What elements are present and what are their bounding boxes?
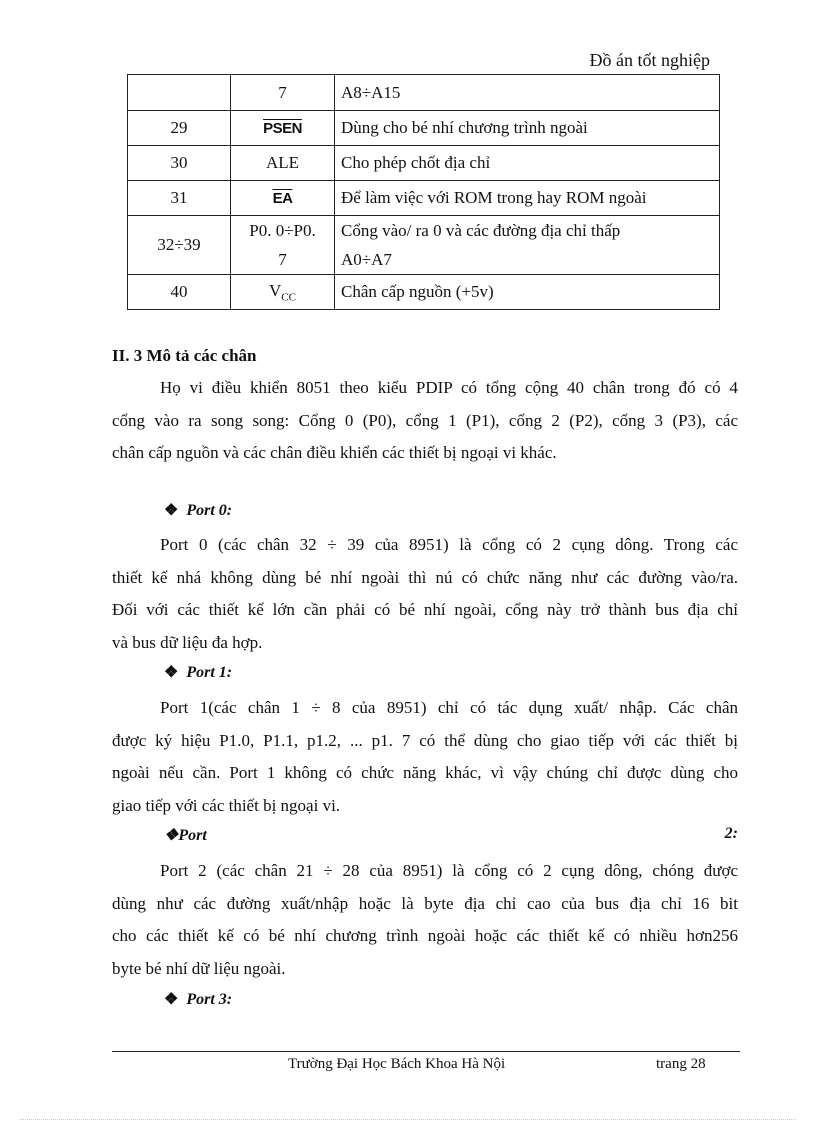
paragraph-line: Port 2 (các chân 21 ÷ 28 của 8951) là cổng có 2 cụng dông, chóng được — [160, 861, 738, 880]
pin-number-cell: 31 — [128, 181, 231, 216]
pin-name-cell — [231, 275, 335, 310]
paragraph-line: giao tiếp với các thiết bị ngoại vi. — [112, 795, 341, 815]
ea-label: $\overline{EA}$ — [272, 190, 293, 207]
pin-desc-line: A0÷A7 — [341, 250, 392, 269]
paragraph-line: được ký hiệu P1.0, P1.1, p1.2, ... p1. 7 có thể dùng cho giao tiếp với các thiết bị — [112, 730, 738, 750]
vcc-subscript: CC — [281, 291, 296, 304]
document-header-title: Đồ án tốt nghiệp — [589, 50, 710, 70]
port2-heading — [164, 825, 738, 845]
pin-desc-cell: Dùng cho bé nhí chương trình ngoài — [335, 111, 720, 146]
footer-school-name: Trường Đại Học Bách Khoa Hà Nội — [288, 1056, 506, 1072]
paragraph-line: Họ vi điều khiển 8051 theo kiểu PDIP có tổng cộng 40 chân trong đó có 4 — [160, 378, 738, 397]
paragraph-line: ngoài nếu cần. Port 1 không có chức năng khác, vì vậy chúng chỉ được dùng cho — [112, 763, 738, 782]
diamond-bullet-icon: ❖ — [164, 502, 179, 519]
table-row — [128, 111, 720, 146]
port0-heading-text: Port 0: — [186, 502, 233, 519]
diamond-bullet-icon: ❖ — [164, 991, 179, 1008]
pin-desc-cell: Để làm việc với ROM trong hay ROM ngoài — [335, 181, 720, 216]
pin-name-cell — [231, 216, 335, 275]
pin-name-cell — [231, 181, 335, 216]
paragraph-line: Port 0 (các chân 32 ÷ 39 của 8951) là cổng có 2 cụng dông. Trong các — [160, 535, 738, 554]
intro-paragraph — [112, 372, 738, 470]
pin-desc-cell: A8÷A15 — [335, 75, 720, 111]
paragraph-line: dùng như các đường xuất/nhập hoặc là byte địa chỉ cao của bus địa chỉ 16 bit — [112, 893, 738, 913]
table-row — [128, 275, 720, 310]
pin-number-cell: 30 — [128, 146, 231, 181]
port2-heading-left: Port — [178, 827, 207, 844]
pin-number-cell: 40 — [128, 275, 231, 310]
paragraph-line: cổng vào ra song song: Cổng 0 (P0), cổng 1 (P1), cổng 2 (P2), cổng 3 (P3), các — [112, 410, 738, 430]
pin-description-table — [127, 74, 720, 310]
pin-name-line: P0. 0÷P0. — [249, 221, 316, 240]
port2-paragraph — [112, 855, 738, 985]
table-row — [128, 181, 720, 216]
table-row — [128, 216, 720, 275]
paragraph-line: và bus dữ liệu đa hợp. — [112, 632, 263, 652]
pin-desc-cell — [335, 216, 720, 275]
footer-page-number: trang 28 — [656, 1056, 706, 1072]
table-row — [128, 75, 720, 111]
port3-heading-text: Port 3: — [186, 991, 233, 1008]
paragraph-line: cho các thiết kế có bé nhí chương trình ngoài hoặc các thiết kế có nhiều hơn256 — [112, 926, 738, 945]
port0-heading — [164, 500, 232, 520]
diamond-bullet-icon: ❖ — [164, 827, 179, 844]
pin-number-cell: 32÷39 — [128, 216, 231, 275]
paragraph-line: thiết kế nhá không dùng bé nhí ngoài thì nú có chức năng như các đường vào/ra. — [112, 567, 738, 587]
vcc-main: V — [269, 280, 282, 300]
pin-name-cell — [231, 111, 335, 146]
paragraph-line: Đối với các thiết kế lớn cần phải có bé nhí ngoài, cổng này trở thành bus địa chỉ — [112, 600, 738, 619]
pin-number-cell — [128, 75, 231, 111]
pin-name-line: 7 — [278, 250, 287, 269]
port1-heading — [164, 662, 232, 682]
diamond-bullet-icon: ❖ — [164, 664, 179, 681]
paragraph-line: Port 1(các chân 1 ÷ 8 của 8951) chỉ có tác dụng xuất/ nhập. Các chân — [160, 698, 738, 717]
port0-paragraph — [112, 529, 738, 659]
pin-number-cell: 29 — [128, 111, 231, 146]
pin-name-cell: 7 — [231, 75, 335, 111]
paragraph-line: chân cấp nguồn và các chân điều khiển các thiết bị ngoại vi khác. — [112, 443, 557, 462]
footer-divider — [112, 1051, 740, 1052]
pin-desc-cell: Chân cấp nguồn (+5v) — [335, 275, 720, 310]
port3-heading — [164, 989, 232, 1009]
paragraph-line: byte bé nhí dữ liệu ngoài. — [112, 958, 286, 978]
pin-desc-line: Cổng vào/ ra 0 và các đường địa chỉ thấp — [341, 221, 621, 240]
port2-heading-right: 2: — [724, 825, 738, 842]
port1-paragraph — [112, 692, 738, 822]
port1-heading-text: Port 1: — [186, 664, 233, 681]
psen-label: PSEN — [263, 120, 302, 137]
table-row — [128, 146, 720, 181]
page-bottom-border — [20, 1119, 796, 1120]
pin-desc-cell: Cho phép chốt địa chỉ — [335, 146, 720, 181]
pin-name-cell: ALE — [231, 146, 335, 181]
section-title: II. 3 Mô tả các chân — [112, 346, 257, 365]
